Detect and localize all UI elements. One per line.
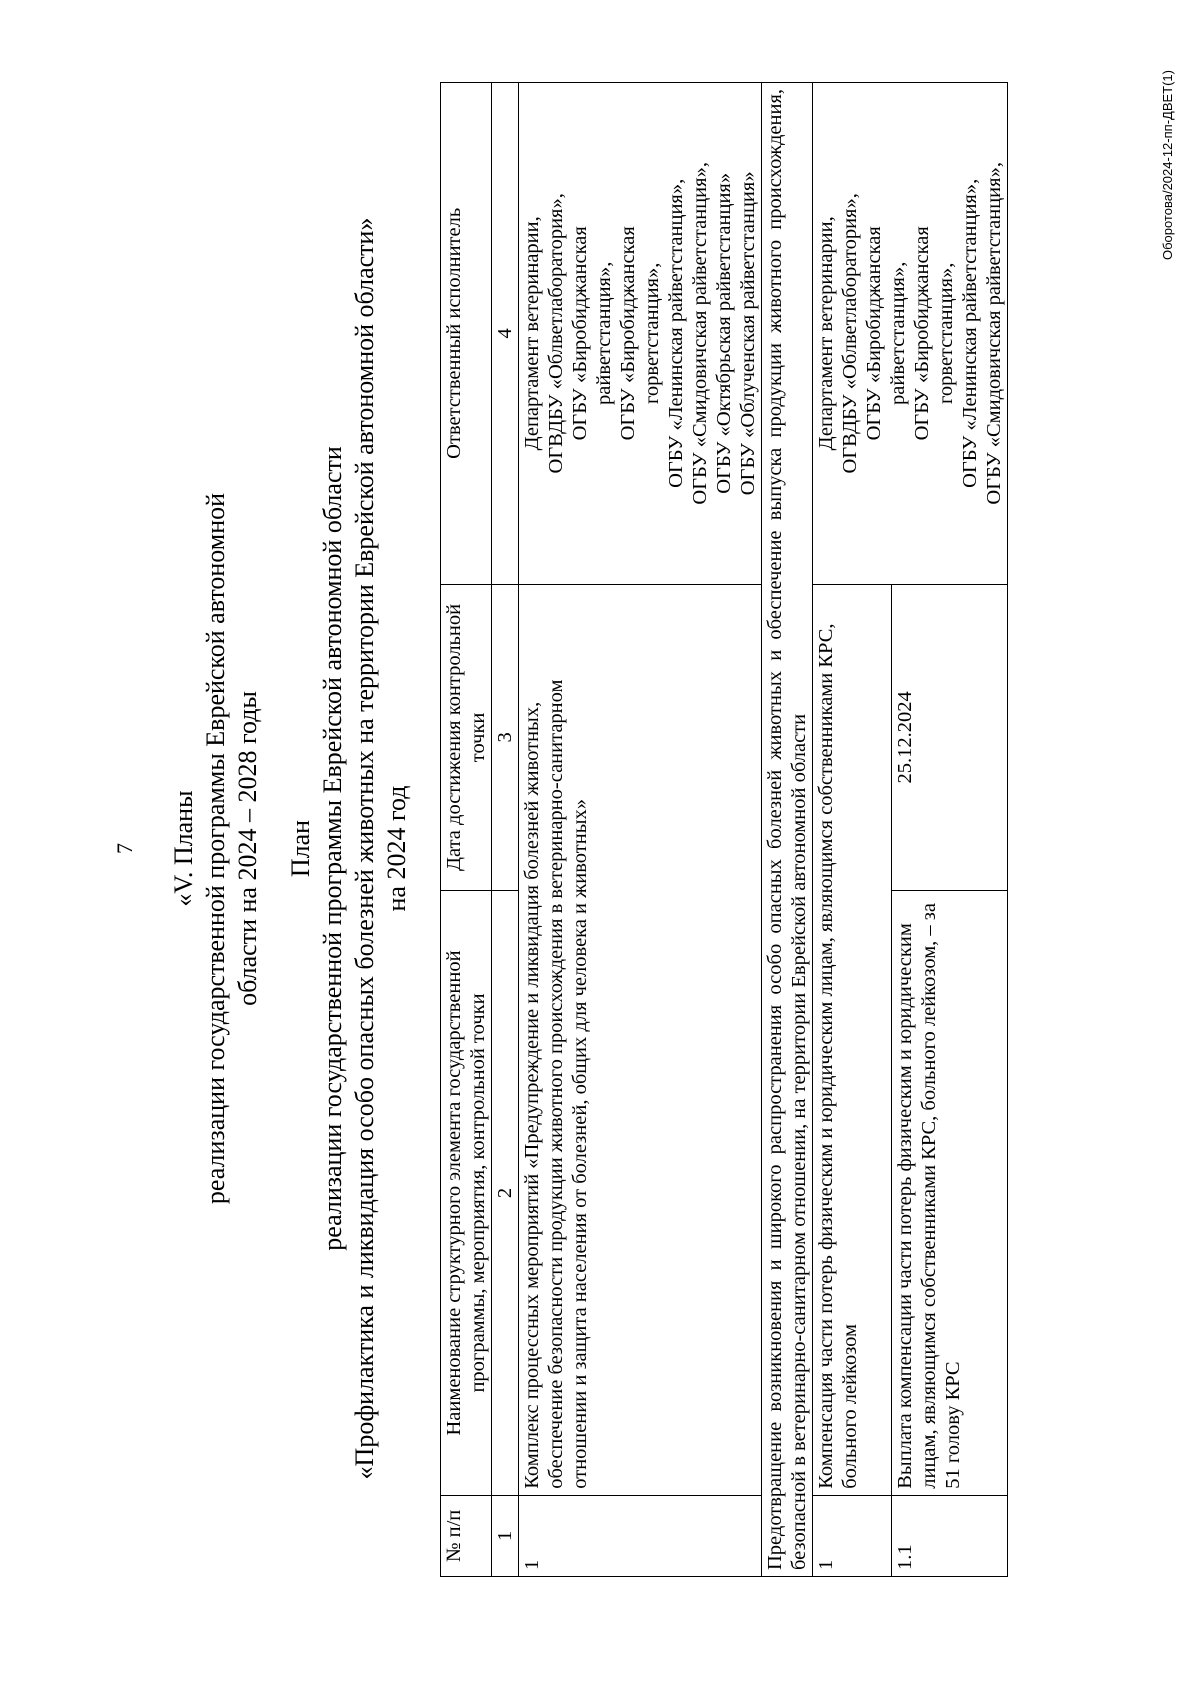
complex-num: 1 (519, 1495, 762, 1576)
header-row (441, 83, 492, 1577)
responsible-line: Департамент ветеринарии, (521, 216, 543, 451)
page-number: 7 (112, 843, 137, 854)
responsible-line: ОГБУ «Смидовичская райветстанция», (689, 162, 711, 505)
responsible-line: горветстанция», (641, 262, 663, 405)
col-number-1: 1 (492, 1495, 519, 1576)
plan-heading (285, 0, 413, 1697)
complex-text: Комплекс процессных мероприятий «Предупреждение и ликвидация болезней животных, обеспечение безопасности продукции животного происхождения в ветеринарно-санитарном отношении и защита населения от болезней, общих для человека и животных» (519, 584, 762, 1495)
plan-line-2: «Профилактика и ликвидация особо опасных болезней животных на территории Еврейской автономной области» (350, 217, 379, 1480)
responsible-line: райветстанция», (887, 261, 909, 405)
col-number-4: 4 (492, 83, 519, 585)
measure-row (813, 83, 892, 1577)
checkpoint-date: 25.12.2024 (891, 584, 1007, 891)
section-title: «V. Планы (169, 790, 198, 907)
column-number-row (492, 83, 519, 1577)
task-text: Предотвращение возникновения и широкого распространения особо опасных болезней животных и обеспечение выпуска продукции животного происхождения, безопасной в ветеринарно-санитарном отношении, на территории Еврейской автономной области (762, 83, 813, 1577)
responsible-line: ОГБУ «Биробиджанская (617, 226, 639, 441)
section-heading (168, 0, 264, 1697)
header-num: № п/п (441, 1495, 492, 1576)
header-date: Дата достижения контрольной точки (441, 584, 492, 891)
checkpoint-num: 1.1 (891, 1495, 1007, 1576)
responsible-line: ОГБУ «Смидовичская райветстанция», (983, 162, 1005, 505)
section-subtitle-2: области на 2024 – 2028 годы (233, 691, 262, 1006)
responsible-line: райветстанция», (593, 261, 615, 405)
responsible-line: ОГБУ «Биробиджанская (863, 226, 885, 441)
responsible-line: ОГБУ «Ленинская райветстанция», (665, 178, 687, 488)
task-row (762, 83, 813, 1577)
document-footer: Оборотова/2024-12-пп-ДВЕТ(1) (1160, 70, 1175, 261)
responsible-line: ОГВДБУ «Облветлаборатория», (839, 193, 861, 474)
header-responsible: Ответственный исполнитель (441, 83, 492, 585)
responsible-line: ОГБУ «Биробиджанская (569, 226, 591, 441)
complex-row (519, 83, 762, 1577)
plan-title: План (286, 819, 315, 878)
header-name: Наименование структурного элемента государственной программы, мероприятия, контрольной точки (441, 891, 492, 1496)
responsible-line: ОГВДБУ «Облветлаборатория», (545, 193, 567, 474)
section-subtitle-1: реализации государственной программы Еврейской автономной (201, 492, 230, 1205)
responsible-line: ОГБУ «Ленинская райветстанция», (959, 178, 981, 488)
plan-line-3: на 2024 год (382, 785, 411, 912)
responsible-line: Департамент ветеринарии, (815, 216, 837, 451)
checkpoint-text: Выплата компенсации части потерь физическим и юридическим лицам, являющимся собственниками КРС, больного лейкозом, – за 51 голову КРС (891, 891, 1007, 1496)
col-number-2: 2 (492, 891, 519, 1496)
responsible-line: ОГБУ «Октябрьская райветстанция» (713, 172, 735, 494)
plan-line-1: реализации государственной программы Еврейской автономной области (318, 446, 347, 1251)
measure-responsible (813, 83, 1008, 585)
measure-num: 1 (813, 1495, 892, 1576)
responsible-line: ОГБУ «Облученская райветстанция» (737, 171, 759, 496)
complex-responsible (519, 83, 762, 585)
plan-table (440, 82, 1008, 1577)
responsible-line: ОГБУ «Биробиджанская (911, 226, 933, 441)
responsible-line: горветстанция», (935, 262, 957, 405)
col-number-3: 3 (492, 584, 519, 891)
measure-text: Компенсация части потерь физическим и юридическим лицам, являющимся собственниками КРС, больного лейкозом (813, 584, 892, 1495)
